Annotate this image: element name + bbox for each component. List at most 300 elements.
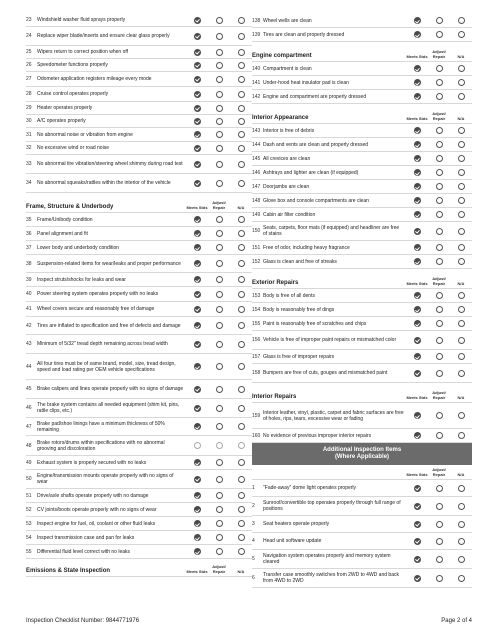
meets-standards-radio[interactable] (194, 306, 201, 313)
meets-standards-radio[interactable] (414, 211, 421, 218)
meets-standards-radio[interactable] (414, 169, 421, 176)
status-options (406, 228, 472, 235)
meets-standards-radio[interactable] (414, 320, 421, 327)
checklist-row (26, 59, 252, 72)
header-meets-standards: Meets Stds (406, 53, 428, 59)
item-text: Inspect engine for fuel, oil, coolant or other fluid leaks (37, 520, 156, 527)
adjust-repair-radio[interactable] (216, 76, 223, 83)
adjust-repair-radio[interactable] (436, 17, 443, 24)
not-applicable-radio-cell (230, 363, 252, 370)
not-applicable-radio-cell (450, 183, 472, 190)
meets-standards-radio[interactable] (194, 230, 201, 237)
status-options (406, 244, 472, 251)
meets-standards-radio[interactable] (194, 548, 201, 555)
meets-standards-radio[interactable] (414, 127, 421, 134)
item-text: Tires are inflated to specification and free of defects and damage (37, 322, 181, 329)
not-applicable-radio[interactable] (238, 118, 245, 125)
not-applicable-radio[interactable] (458, 228, 465, 235)
adjust-repair-radio[interactable] (216, 161, 223, 168)
meets-standards-radio-cell (186, 506, 208, 513)
not-applicable-radio[interactable] (458, 556, 465, 563)
adjust-repair-radio[interactable] (436, 228, 443, 235)
adjust-repair-radio[interactable] (216, 276, 223, 283)
not-applicable-radio-cell (230, 306, 252, 313)
meets-standards-radio[interactable] (414, 337, 421, 344)
not-applicable-radio[interactable] (238, 131, 245, 138)
item-number: 6 (252, 575, 255, 581)
adjust-repair-radio[interactable] (436, 127, 443, 134)
item-text: Sunroof/convertible top operates properly through full range of positions (263, 500, 401, 512)
meets-standards-radio[interactable] (194, 423, 201, 430)
adjust-repair-radio-cell (428, 412, 450, 419)
adjust-repair-radio[interactable] (436, 412, 443, 419)
adjust-repair-radio[interactable] (436, 538, 443, 545)
not-applicable-radio[interactable] (238, 49, 245, 56)
adjust-repair-radio[interactable] (216, 520, 223, 527)
adjust-repair-radio[interactable] (216, 534, 223, 541)
item-text: Brake calipers and lines operate properly with no signs of damage (37, 386, 184, 392)
item-number: 4 (252, 538, 255, 544)
not-applicable-radio[interactable] (458, 169, 465, 176)
not-applicable-radio[interactable] (458, 521, 465, 528)
adjust-repair-radio[interactable] (216, 322, 223, 329)
item-text: Interior leather, vinyl, plastic, carpet and fabric surfaces are free of holes, rips, tears, excessive wear or fading (263, 409, 404, 422)
adjust-repair-radio[interactable] (216, 49, 223, 56)
not-applicable-radio[interactable] (458, 292, 465, 299)
meets-standards-radio[interactable] (194, 76, 201, 83)
adjust-repair-radio-cell (428, 258, 450, 265)
status-options (186, 131, 252, 138)
adjust-repair-radio[interactable] (436, 320, 443, 327)
adjust-repair-radio-cell (208, 476, 230, 483)
adjust-repair-radio[interactable] (436, 370, 443, 377)
item-text: All four tires must be of same brand, model, size, tread design, speed and load rating per OEM vehicle specifications (37, 360, 176, 373)
not-applicable-radio-cell (450, 79, 472, 86)
adjust-repair-radio[interactable] (216, 506, 223, 513)
left-column (26, 14, 252, 577)
meets-standards-radio[interactable] (414, 556, 421, 563)
not-applicable-radio[interactable] (458, 370, 465, 377)
meets-standards-radio[interactable] (194, 506, 201, 513)
meets-standards-radio-cell (186, 405, 208, 412)
meets-standards-radio-cell (406, 258, 428, 265)
not-applicable-radio[interactable] (238, 442, 245, 449)
not-applicable-radio[interactable] (238, 33, 245, 40)
status-options (406, 79, 472, 86)
adjust-repair-radio[interactable] (216, 180, 223, 187)
meets-standards-radio[interactable] (194, 244, 201, 251)
not-applicable-radio[interactable] (238, 548, 245, 555)
not-applicable-radio-cell (450, 244, 472, 251)
meets-standards-radio[interactable] (194, 118, 201, 125)
item-number: 148 (252, 197, 261, 204)
checklist-row (26, 14, 252, 27)
checklist-row (252, 403, 472, 429)
meets-standards-radio-cell (406, 432, 428, 439)
adjust-repair-radio[interactable] (436, 432, 443, 439)
not-applicable-radio[interactable] (238, 145, 245, 152)
meets-standards-radio[interactable] (414, 370, 421, 377)
not-applicable-radio[interactable] (238, 62, 245, 69)
meets-standards-radio[interactable] (414, 93, 421, 100)
checklist-row (26, 302, 252, 317)
not-applicable-radio[interactable] (458, 258, 465, 265)
adjust-repair-radio-cell (428, 353, 450, 360)
adjust-repair-radio-cell (208, 423, 230, 430)
not-applicable-radio[interactable] (458, 79, 465, 86)
not-applicable-radio-cell (450, 93, 472, 100)
checklist-row (26, 354, 252, 380)
meets-standards-radio[interactable] (194, 260, 201, 267)
adjust-repair-radio-cell (428, 337, 450, 344)
item-number: 50 (26, 476, 32, 482)
adjust-repair-radio[interactable] (436, 183, 443, 190)
not-applicable-radio[interactable] (238, 216, 245, 223)
adjust-repair-radio[interactable] (216, 442, 223, 449)
meets-standards-radio[interactable] (194, 322, 201, 329)
meets-standards-radio[interactable] (414, 228, 421, 235)
adjust-repair-radio[interactable] (436, 503, 443, 510)
meets-standards-radio[interactable] (194, 492, 201, 499)
meets-standards-radio[interactable] (194, 405, 201, 412)
not-applicable-radio[interactable] (238, 161, 245, 168)
not-applicable-radio[interactable] (238, 534, 245, 541)
adjust-repair-radio[interactable] (436, 521, 443, 528)
adjust-repair-radio[interactable] (216, 91, 223, 98)
not-applicable-radio[interactable] (238, 180, 245, 187)
adjust-repair-radio[interactable] (436, 575, 443, 582)
adjust-repair-radio[interactable] (436, 244, 443, 251)
adjust-repair-radio-cell (208, 230, 230, 237)
checklist-row (26, 399, 252, 418)
adjust-repair-radio-cell (208, 260, 230, 267)
not-applicable-radio[interactable] (458, 65, 465, 72)
adjust-repair-radio[interactable] (436, 169, 443, 176)
adjust-repair-radio[interactable] (436, 141, 443, 148)
adjust-repair-radio[interactable] (436, 258, 443, 265)
adjust-repair-radio[interactable] (436, 211, 443, 218)
not-applicable-radio-cell (230, 33, 252, 40)
not-applicable-radio-cell (450, 320, 472, 327)
not-applicable-radio-cell (230, 492, 252, 499)
adjust-repair-radio-cell (428, 65, 450, 72)
adjust-repair-radio[interactable] (216, 216, 223, 223)
not-applicable-radio[interactable] (458, 155, 465, 162)
meets-standards-radio-cell (406, 244, 428, 251)
adjust-repair-radio[interactable] (216, 260, 223, 267)
meets-standards-radio[interactable] (194, 216, 201, 223)
not-applicable-radio[interactable] (238, 91, 245, 98)
adjust-repair-radio-cell (428, 503, 450, 510)
not-applicable-radio[interactable] (458, 17, 465, 24)
not-applicable-radio[interactable] (458, 575, 465, 582)
checklist-row (252, 14, 472, 28)
adjust-repair-radio[interactable] (216, 17, 223, 24)
section-header (252, 465, 472, 480)
adjust-repair-radio[interactable] (216, 476, 223, 483)
item-number: 141 (252, 79, 261, 86)
not-applicable-radio-cell (450, 306, 472, 313)
item-text: No abnormal noise or vibration from engine (37, 131, 133, 138)
adjust-repair-radio[interactable] (216, 105, 223, 112)
not-applicable-radio[interactable] (458, 31, 465, 38)
meets-standards-radio-cell (186, 91, 208, 98)
meets-standards-radio[interactable] (414, 538, 421, 545)
item-number: 34 (26, 180, 32, 186)
item-number: 55 (26, 548, 32, 555)
meets-standards-radio[interactable] (194, 33, 201, 40)
adjust-repair-radio-cell (428, 432, 450, 439)
not-applicable-radio[interactable] (458, 412, 465, 419)
not-applicable-radio[interactable] (238, 76, 245, 83)
adjust-repair-radio-cell (208, 244, 230, 251)
meets-standards-radio[interactable] (194, 341, 201, 348)
not-applicable-radio[interactable] (238, 17, 245, 24)
not-applicable-radio-cell (230, 105, 252, 112)
adjust-repair-radio[interactable] (436, 337, 443, 344)
adjust-repair-radio[interactable] (216, 405, 223, 412)
meets-standards-radio[interactable] (194, 145, 201, 152)
not-applicable-radio[interactable] (458, 538, 465, 545)
item-text: Free of odor, including heavy fragrance (263, 244, 350, 251)
meets-standards-radio[interactable] (194, 534, 201, 541)
adjust-repair-radio[interactable] (216, 386, 223, 393)
not-applicable-radio[interactable] (458, 485, 465, 492)
section-title: Interior Appearance (252, 115, 309, 121)
checklist-row (252, 62, 472, 76)
meets-standards-radio[interactable] (414, 79, 421, 86)
meets-standards-radio[interactable] (414, 521, 421, 528)
not-applicable-radio-cell (450, 521, 472, 528)
meets-standards-radio-cell (406, 370, 428, 377)
adjust-repair-radio[interactable] (436, 31, 443, 38)
not-applicable-radio[interactable] (458, 141, 465, 148)
meets-standards-radio-cell (406, 575, 428, 582)
not-applicable-radio[interactable] (458, 353, 465, 360)
not-applicable-radio-cell (230, 145, 252, 152)
adjust-repair-radio[interactable] (216, 291, 223, 298)
checklist-row (26, 317, 252, 335)
not-applicable-radio[interactable] (458, 306, 465, 313)
status-options (186, 476, 252, 483)
checklist-row (252, 241, 472, 255)
adjust-repair-radio[interactable] (436, 556, 443, 563)
adjust-repair-radio[interactable] (216, 145, 223, 152)
not-applicable-radio[interactable] (238, 260, 245, 267)
meets-standards-radio[interactable] (194, 476, 201, 483)
not-applicable-radio-cell (230, 180, 252, 187)
adjust-repair-radio[interactable] (216, 341, 223, 348)
adjust-repair-radio[interactable] (216, 118, 223, 125)
checklist-row (252, 208, 472, 222)
not-applicable-radio[interactable] (458, 183, 465, 190)
adjust-repair-radio-cell (208, 62, 230, 69)
adjust-repair-radio[interactable] (216, 62, 223, 69)
meets-standards-radio[interactable] (414, 141, 421, 148)
not-applicable-radio-cell (450, 538, 472, 545)
not-applicable-radio-cell (230, 17, 252, 24)
not-applicable-radio[interactable] (238, 244, 245, 251)
meets-standards-radio[interactable] (414, 197, 421, 204)
header-meets-standards: Meets Stds (406, 115, 428, 121)
adjust-repair-radio[interactable] (216, 244, 223, 251)
meets-standards-radio[interactable] (194, 17, 201, 24)
not-applicable-radio[interactable] (458, 320, 465, 327)
item-text: Cruise control operates properly (37, 91, 109, 97)
meets-standards-radio[interactable] (414, 292, 421, 299)
not-applicable-radio-cell (230, 230, 252, 237)
checklist-row (252, 194, 472, 208)
adjust-repair-radio[interactable] (436, 65, 443, 72)
meets-standards-radio[interactable] (414, 155, 421, 162)
not-applicable-radio[interactable] (458, 337, 465, 344)
meets-standards-radio[interactable] (414, 258, 421, 265)
adjust-repair-radio[interactable] (216, 423, 223, 430)
item-number: 154 (252, 306, 261, 313)
meets-standards-radio[interactable] (414, 412, 421, 419)
not-applicable-radio-cell (450, 556, 472, 563)
meets-standards-radio[interactable] (414, 31, 421, 38)
meets-standards-radio-cell (406, 503, 428, 510)
not-applicable-radio[interactable] (238, 492, 245, 499)
status-options (406, 65, 472, 72)
not-applicable-radio[interactable] (458, 211, 465, 218)
adjust-repair-radio[interactable] (436, 79, 443, 86)
adjust-repair-radio[interactable] (216, 33, 223, 40)
checklist-row (252, 138, 472, 152)
not-applicable-radio[interactable] (458, 503, 465, 510)
item-number: 45 (26, 386, 32, 392)
adjust-repair-radio[interactable] (216, 230, 223, 237)
not-applicable-radio[interactable] (238, 306, 245, 313)
meets-standards-radio[interactable] (414, 485, 421, 492)
status-options (406, 337, 472, 344)
adjust-repair-radio[interactable] (216, 131, 223, 138)
meets-standards-radio-cell (406, 228, 428, 235)
checklist-row (26, 545, 252, 559)
meets-standards-radio[interactable] (194, 49, 201, 56)
meets-standards-radio[interactable] (194, 291, 201, 298)
adjust-repair-radio[interactable] (436, 306, 443, 313)
status-options (186, 423, 252, 430)
meets-standards-radio[interactable] (194, 131, 201, 138)
header-not-applicable: N/A (237, 568, 245, 574)
not-applicable-radio[interactable] (458, 244, 465, 251)
not-applicable-radio[interactable] (238, 105, 245, 112)
adjust-repair-radio[interactable] (216, 548, 223, 555)
adjust-repair-radio[interactable] (436, 155, 443, 162)
item-text: Body is free of all dents (263, 292, 315, 299)
adjust-repair-radio[interactable] (216, 363, 223, 370)
meets-standards-radio[interactable] (194, 105, 201, 112)
meets-standards-radio[interactable] (414, 503, 421, 510)
meets-standards-radio-cell (186, 476, 208, 483)
adjust-repair-radio[interactable] (216, 306, 223, 313)
header-not-applicable: N/A (457, 115, 465, 121)
status-options (406, 292, 472, 299)
item-text: CV joints/boots operate properly with no signs of wear (37, 506, 157, 513)
not-applicable-radio[interactable] (458, 197, 465, 204)
meets-standards-radio[interactable] (414, 17, 421, 24)
not-applicable-radio[interactable] (238, 386, 245, 393)
not-applicable-radio[interactable] (238, 476, 245, 483)
not-applicable-radio-cell (230, 341, 252, 348)
item-text: Windshield washer fluid sprays properly (37, 17, 126, 23)
not-applicable-radio[interactable] (238, 506, 245, 513)
meets-standards-radio[interactable] (414, 244, 421, 251)
item-number: 24 (26, 33, 32, 39)
meets-standards-radio[interactable] (194, 442, 201, 449)
meets-standards-radio[interactable] (194, 386, 201, 393)
section-header (252, 104, 472, 124)
checklist-row (26, 155, 252, 174)
adjust-repair-radio[interactable] (216, 492, 223, 499)
adjust-repair-radio[interactable] (436, 292, 443, 299)
not-applicable-radio[interactable] (238, 341, 245, 348)
not-applicable-radio[interactable] (238, 363, 245, 370)
item-number: 151 (252, 244, 261, 251)
meets-standards-radio[interactable] (194, 459, 201, 466)
meets-standards-radio[interactable] (414, 183, 421, 190)
meets-standards-radio[interactable] (194, 161, 201, 168)
meets-standards-radio[interactable] (194, 91, 201, 98)
meets-standards-radio[interactable] (194, 276, 201, 283)
not-applicable-radio[interactable] (458, 93, 465, 100)
header-not-applicable: N/A (457, 394, 465, 400)
checklist-row (26, 72, 252, 87)
meets-standards-radio[interactable] (194, 520, 201, 527)
meets-standards-radio[interactable] (414, 432, 421, 439)
item-number: 40 (26, 291, 32, 297)
not-applicable-radio[interactable] (238, 459, 245, 466)
adjust-repair-radio[interactable] (436, 353, 443, 360)
not-applicable-radio[interactable] (238, 405, 245, 412)
not-applicable-radio[interactable] (238, 276, 245, 283)
status-options (406, 31, 472, 38)
meets-standards-radio[interactable] (194, 62, 201, 69)
status-options (186, 62, 252, 69)
not-applicable-radio[interactable] (458, 127, 465, 134)
adjust-repair-radio-cell (428, 183, 450, 190)
adjust-repair-radio[interactable] (216, 459, 223, 466)
meets-standards-radio[interactable] (414, 306, 421, 313)
meets-standards-radio[interactable] (194, 363, 201, 370)
meets-standards-radio-cell (186, 33, 208, 40)
adjust-repair-radio[interactable] (436, 485, 443, 492)
meets-standards-radio[interactable] (414, 353, 421, 360)
meets-standards-radio-cell (406, 141, 428, 148)
item-text: Odometer application registers mileage every mode (37, 76, 152, 82)
meets-standards-radio-cell (186, 17, 208, 24)
not-applicable-radio[interactable] (238, 423, 245, 430)
adjust-repair-radio[interactable] (436, 197, 443, 204)
not-applicable-radio[interactable] (238, 520, 245, 527)
not-applicable-radio[interactable] (458, 432, 465, 439)
not-applicable-radio-cell (230, 548, 252, 555)
meets-standards-radio[interactable] (414, 65, 421, 72)
meets-standards-radio[interactable] (194, 180, 201, 187)
not-applicable-radio[interactable] (238, 322, 245, 329)
header-adjust-repair: Adjust/ Repair (212, 564, 226, 574)
item-text: Seats, carpets, floor mats (if equipped) and headliner are free of stains (263, 225, 400, 237)
header-not-applicable: N/A (457, 280, 465, 286)
item-number: 30 (26, 118, 32, 124)
adjust-repair-radio[interactable] (436, 93, 443, 100)
not-applicable-radio[interactable] (238, 230, 245, 237)
not-applicable-radio[interactable] (238, 291, 245, 298)
meets-standards-radio[interactable] (414, 575, 421, 582)
not-applicable-radio-cell (230, 506, 252, 513)
